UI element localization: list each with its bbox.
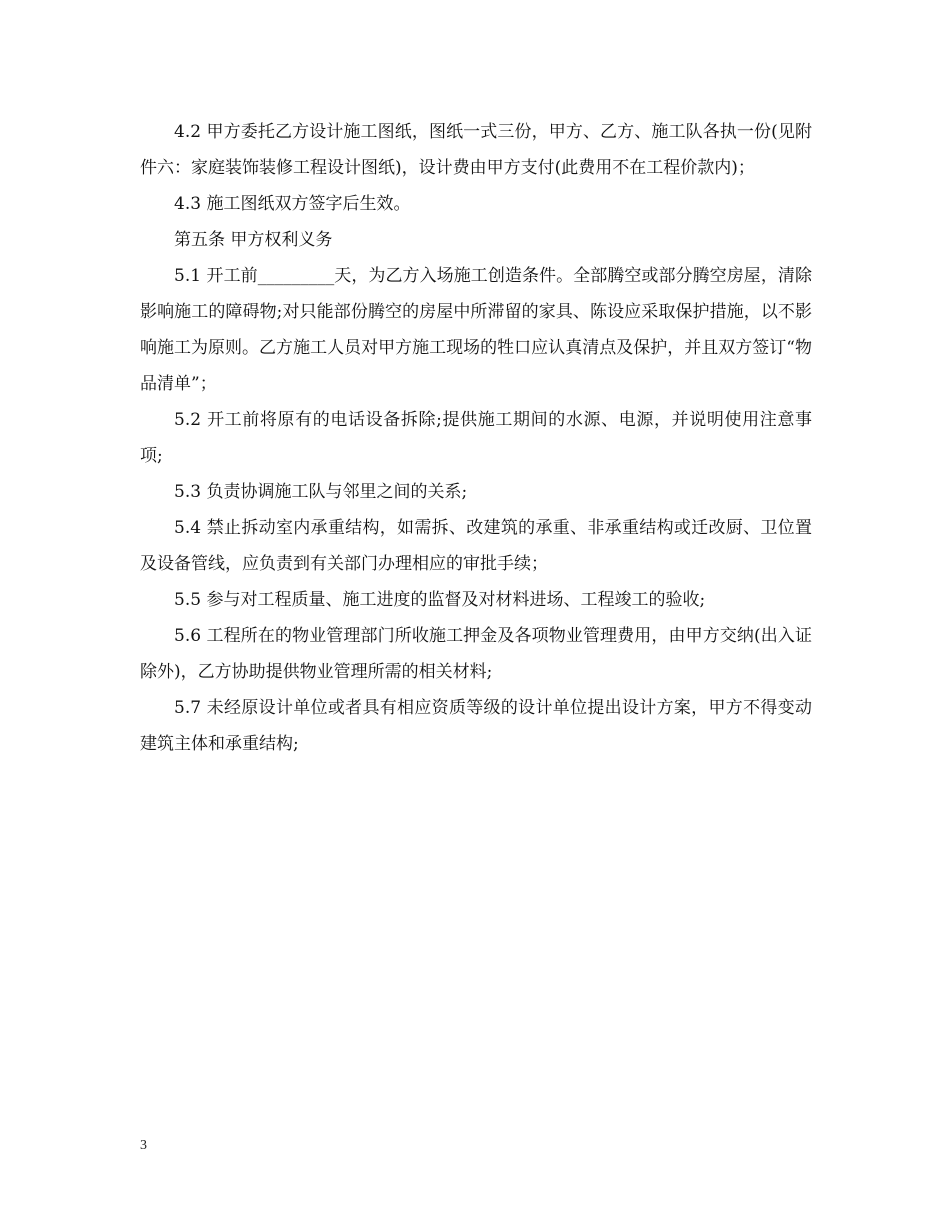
paragraph-4-2: 4.2 甲方委托乙方设计施工图纸，图纸一式三份，甲方、乙方、施工队各执一份(见附件六：家庭装饰装修工程设计图纸)，设计费由甲方支付(此费用不在工程价款内)； (140, 122, 812, 178)
paragraph-5-3: 5.3 负责协调施工队与邻里之间的关系; (174, 482, 468, 502)
paragraph-5-2: 5.2 开工前将原有的电话设备拆除;提供施工期间的水源、电源，并说明使用注意事项; (140, 410, 812, 466)
section-heading-article-5: 第五条 甲方权利义务 (174, 230, 333, 250)
paragraph-5-5: 5.5 参与对工程质量、施工进度的监督及对材料进场、工程竣工的验收; (174, 590, 706, 610)
paragraph-4-3: 4.3 施工图纸双方签字后生效。 (174, 194, 411, 214)
paragraph-5-1: 5.1 开工前_________天，为乙方入场施工创造条件。全部腾空或部分腾空房屋，清除影响施工的障碍物;对只能部份腾空的房屋中所滞留的家具、陈设应采取保护措施，以不影响施工为原则。乙方施工人员对甲方施工现场的牲口应认真清点及保护，并且双方签订“物品清单”； (140, 266, 812, 394)
page-number: 3 (140, 1138, 147, 1153)
paragraph-5-7: 5.7 未经原设计单位或者具有相应资质等级的设计单位提出设计方案，甲方不得变动建筑主体和承重结构; (140, 698, 812, 754)
paragraph-5-4: 5.4 禁止拆动室内承重结构，如需拆、改建筑的承重、非承重结构或迁改厨、卫位置及设备管线，应负责到有关部门办理相应的审批手续； (140, 518, 812, 574)
paragraph-5-6: 5.6 工程所在的物业管理部门所收施工押金及各项物业管理费用，由甲方交纳(出入证除外)，乙方协助提供物业管理所需的相关材料; (140, 626, 812, 682)
document-body (140, 114, 812, 762)
